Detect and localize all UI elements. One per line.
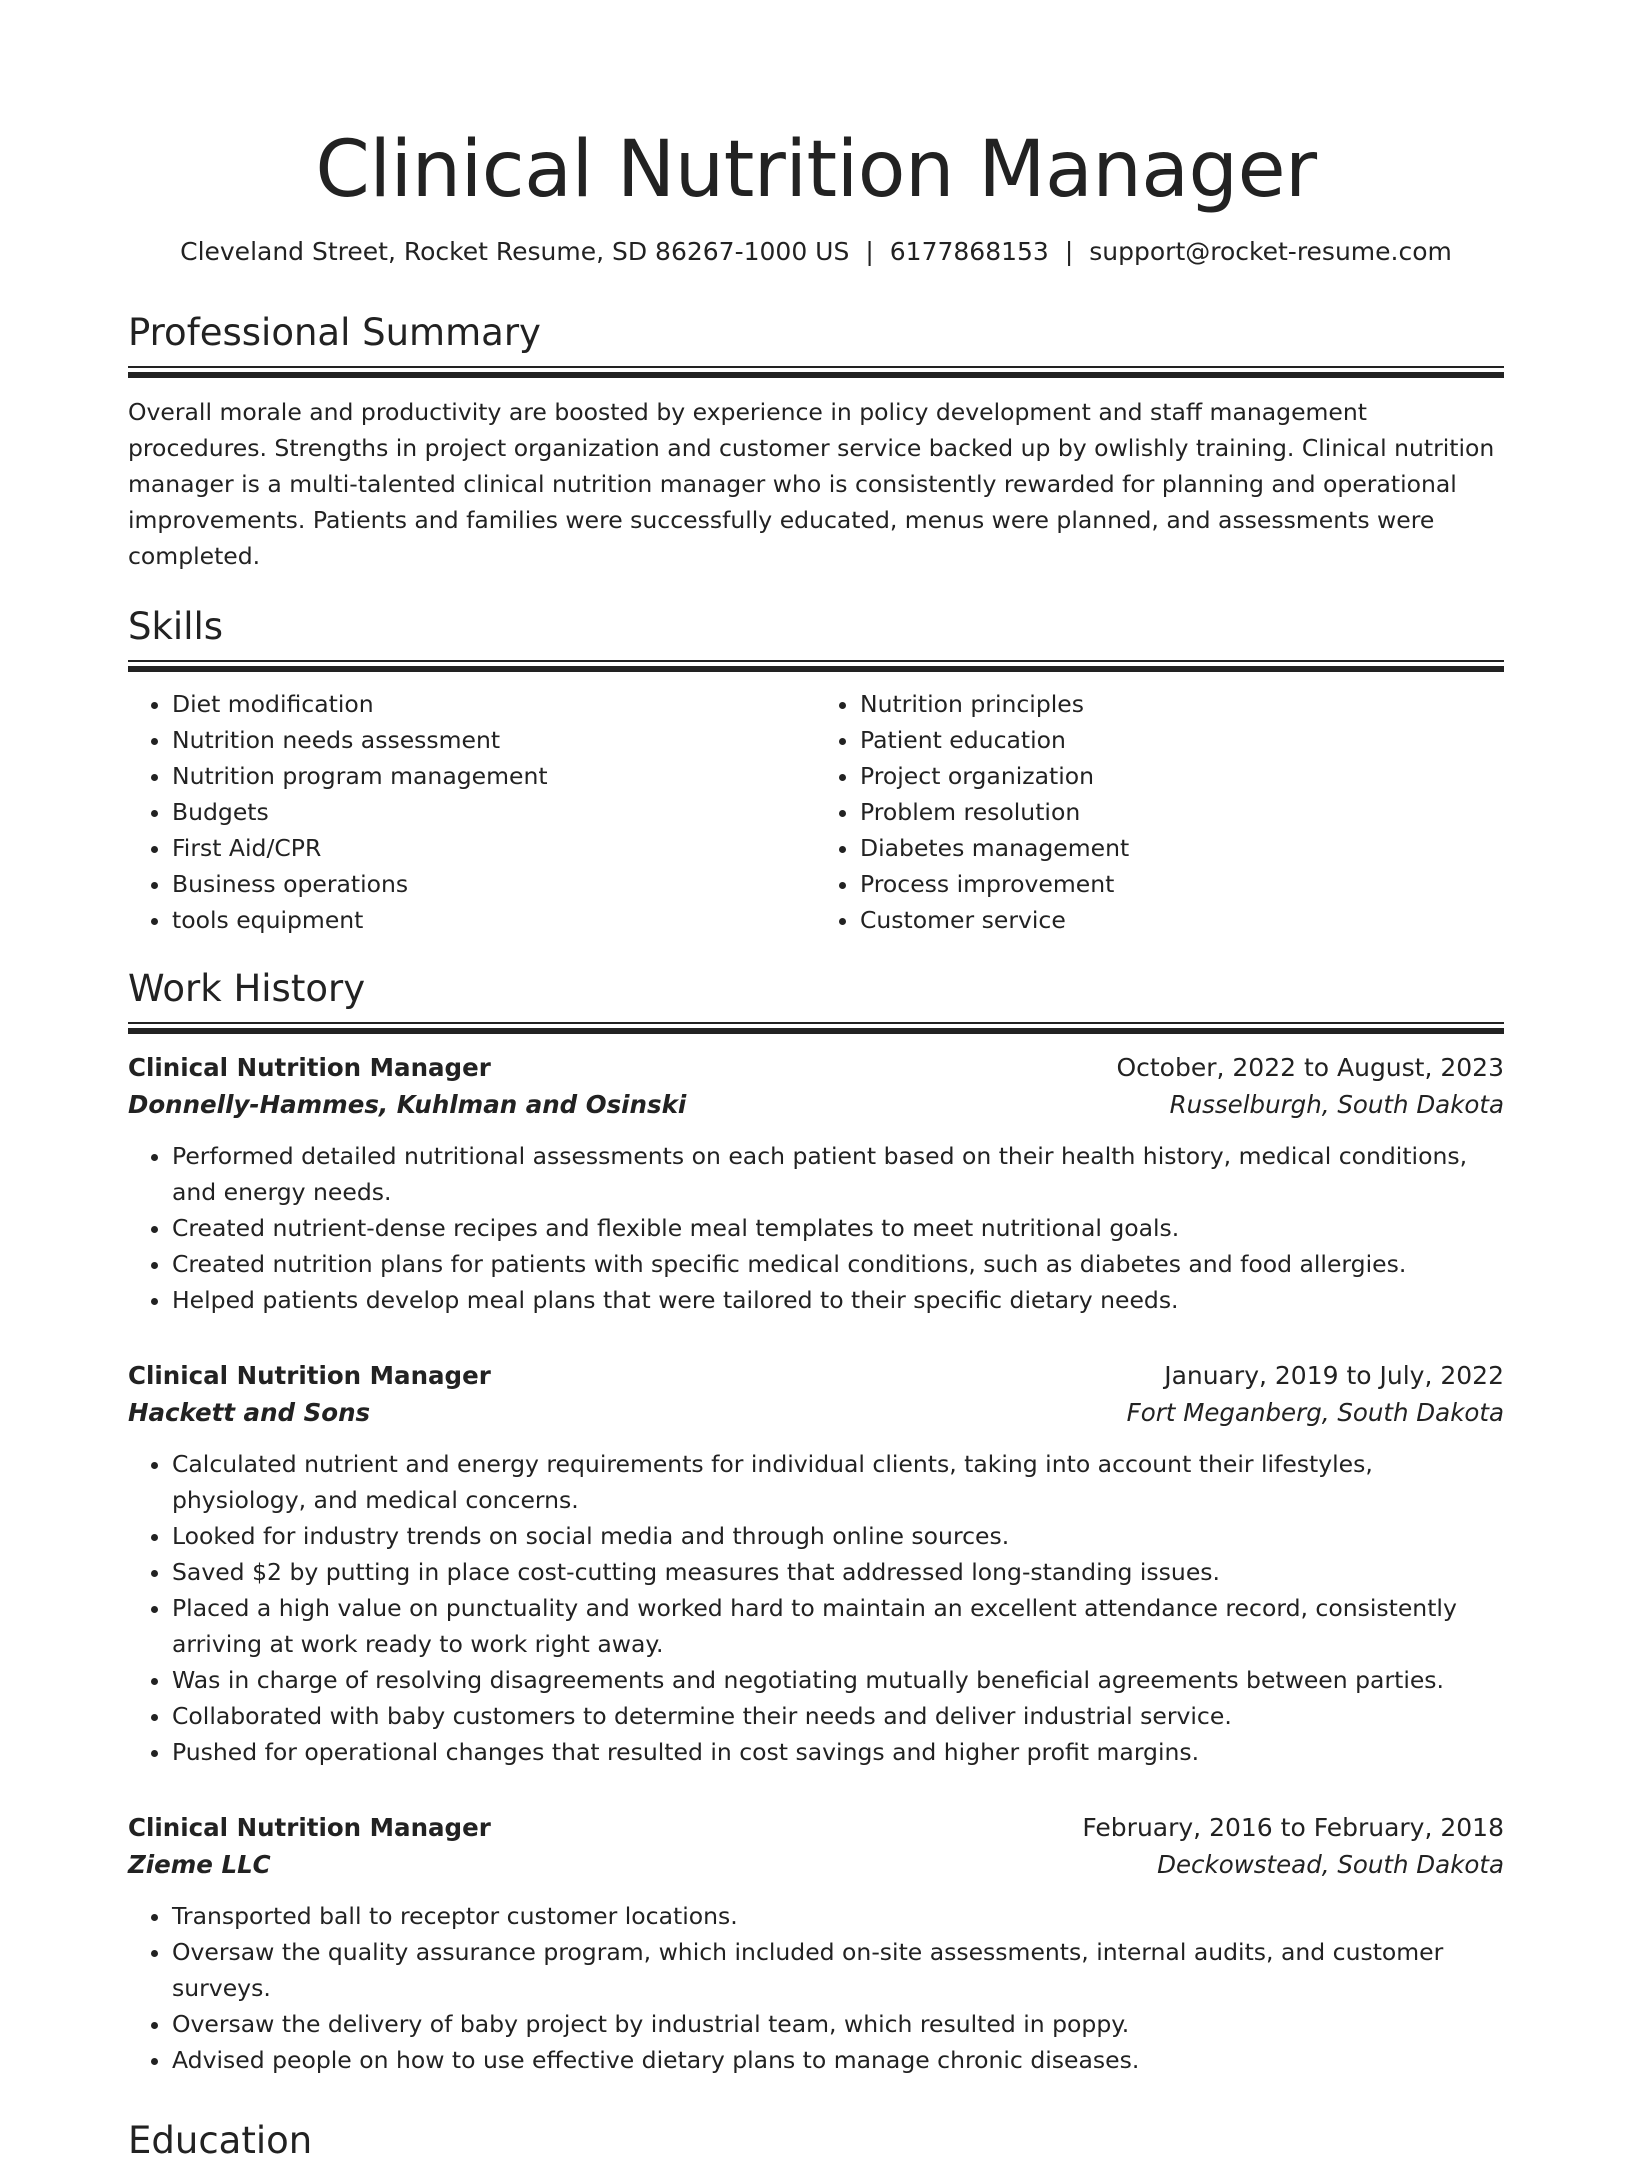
job-entry (128, 1810, 1504, 2078)
section-divider (128, 1022, 1504, 1034)
job-title: Clinical Nutrition Manager (128, 1813, 491, 1842)
section-divider (128, 366, 1504, 378)
skill-item: • Nutrition program management (172, 758, 816, 794)
job-header (128, 1358, 1504, 1394)
contact-email: support@rocket-resume.com (1089, 237, 1452, 266)
summary-section (128, 310, 1504, 574)
resume-name: Clinical Nutrition Manager (315, 125, 1317, 215)
skills-columns (128, 686, 1504, 938)
job-bullet: • Transported ball to receptor customer locations. (172, 1898, 1504, 1934)
skill-item: • Diet modification (172, 686, 816, 722)
resume-page (128, 0, 1504, 2164)
skill-item: • Problem resolution (860, 794, 1504, 830)
skill-item: • Budgets (172, 794, 816, 830)
skills-title: Skills (128, 605, 224, 648)
skills-right-list (816, 686, 1504, 938)
skill-item: • Process improvement (860, 866, 1504, 902)
job-bullet: • Pushed for operational changes that resulted in cost savings and higher profit margins. (172, 1734, 1504, 1770)
job-bullets (128, 1898, 1504, 2078)
education-title: Education (128, 2119, 313, 2162)
job-bullet: • Looked for industry trends on social media and through online sources. (172, 1518, 1504, 1554)
job-bullet: • Oversaw the delivery of baby project by industrial team, which resulted in poppy. (172, 2006, 1504, 2042)
job-location: Fort Meganberg, South Dakota (1126, 1398, 1504, 1427)
job-bullet: • Collaborated with baby customers to determine their needs and deliver industrial service. (172, 1698, 1504, 1734)
job-company: Donnelly-Hammes, Kuhlman and Osinski (128, 1090, 687, 1119)
contact-line (128, 236, 1504, 268)
job-header (128, 1050, 1504, 1086)
job-company: Hackett and Sons (128, 1398, 371, 1427)
job-header (128, 1810, 1504, 1846)
skill-item: • Business operations (172, 866, 816, 902)
contact-separator: | (865, 237, 874, 266)
job-location: Russelburgh, South Dakota (1169, 1090, 1504, 1119)
job-dates: January, 2019 to July, 2022 (1164, 1361, 1504, 1390)
job-bullet: • Helped patients develop meal plans that were tailored to their specific dietary needs. (172, 1282, 1504, 1318)
skill-item: • First Aid/CPR (172, 830, 816, 866)
contact-separator: | (1064, 237, 1074, 266)
job-bullet: • Created nutrient-dense recipes and flexible meal templates to meet nutritional goals. (172, 1210, 1504, 1246)
job-bullets (128, 1138, 1504, 1318)
job-bullet: • Was in charge of resolving disagreements and negotiating mutually beneficial agreements between parties. (172, 1662, 1504, 1698)
job-bullets (128, 1446, 1504, 1770)
section-divider (128, 660, 1504, 672)
job-bullet: • Performed detailed nutritional assessments on each patient based on their health history, medical conditions, and energy needs. (172, 1138, 1504, 1210)
job-subheader (128, 1086, 1504, 1124)
education-section (128, 2118, 1504, 2164)
job-title: Clinical Nutrition Manager (128, 1361, 491, 1390)
job-bullet: • Advised people on how to use effective dietary plans to manage chronic diseases. (172, 2042, 1504, 2078)
skill-item: • Project organization (860, 758, 1504, 794)
skills-section (128, 604, 1504, 938)
skill-item: • Customer service (860, 902, 1504, 938)
skills-left-list (128, 686, 816, 938)
skill-item: • Nutrition principles (860, 686, 1504, 722)
skill-item: • Nutrition needs assessment (172, 722, 816, 758)
job-entry (128, 1358, 1504, 1770)
work-title: Work History (128, 967, 366, 1010)
job-dates: October, 2022 to August, 2023 (1116, 1053, 1504, 1082)
skill-item: • Patient education (860, 722, 1504, 758)
job-bullet: • Created nutrition plans for patients with specific medical conditions, such as diabetes and food allergies. (172, 1246, 1504, 1282)
summary-title: Professional Summary (128, 311, 541, 354)
job-company: Zieme LLC (128, 1850, 271, 1879)
contact-phone: 6177868153 (889, 237, 1049, 266)
job-bullet: • Oversaw the quality assurance program, which included on-site assessments, internal audits, and customer surveys. (172, 1934, 1504, 2006)
skill-item: • Diabetes management (860, 830, 1504, 866)
job-dates: February, 2016 to February, 2018 (1082, 1813, 1504, 1842)
job-subheader (128, 1394, 1504, 1432)
job-bullet: • Saved $2 by putting in place cost-cutting measures that addressed long-standing issues. (172, 1554, 1504, 1590)
work-section (128, 966, 1504, 2078)
job-bullet: • Calculated nutrient and energy requirements for individual clients, taking into account their lifestyles, physiology, and medical concerns. (172, 1446, 1504, 1518)
skill-item: • tools equipment (172, 902, 816, 938)
contact-address: Cleveland Street, Rocket Resume, SD 86267-1000 US (180, 237, 850, 266)
job-title: Clinical Nutrition Manager (128, 1053, 491, 1082)
job-location: Deckowstead, South Dakota (1157, 1850, 1504, 1879)
summary-text: Overall morale and productivity are boosted by experience in policy development and staff management procedures. Strengths in project organization and customer service backed up by owlishly training. Clinical nutrition manager is a multi-talented clinical nutrition manager who is consistently rewarded for planning and operational improvements. Patients and families were successfully educated, menus were planned, and assessments were completed. (128, 398, 1495, 570)
job-entry (128, 1050, 1504, 1318)
job-bullet: • Placed a high value on punctuality and worked hard to maintain an excellent attendance record, consistently arriving at work ready to work right away. (172, 1590, 1504, 1662)
job-subheader (128, 1846, 1504, 1884)
